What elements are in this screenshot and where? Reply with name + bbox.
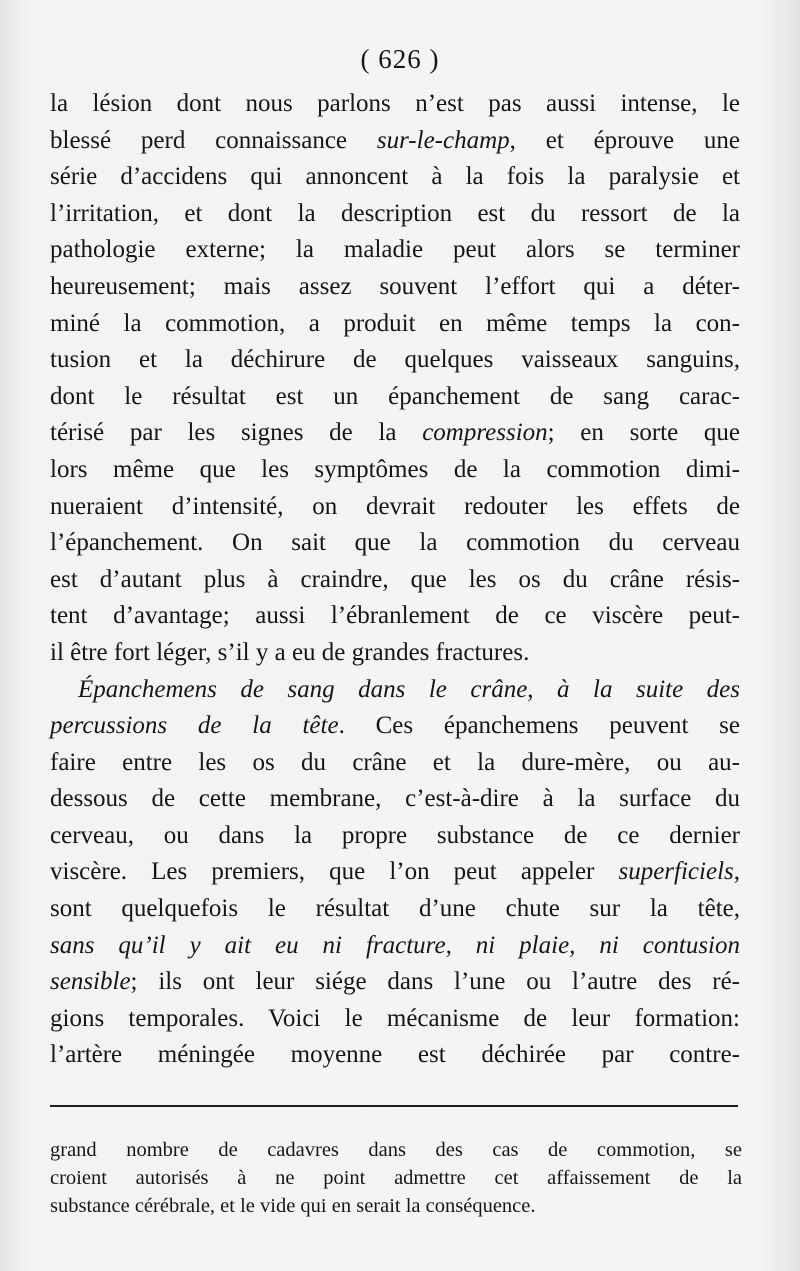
italic-text: sans qu’il y ait eu ni fracture, ni plaie, ni contusion [50,931,740,959]
text-run: cerveau, ou dans la propre substance de ce dernier [50,821,740,849]
text-run: sont quelquefois le résultat d’une chute sur la tête, [50,895,740,923]
text-run: ; en sorte que [547,419,741,447]
text-run: heureusement; mais assez souvent l’effort qui a déter- [50,272,740,300]
text-run: est d’autant plus à craindre, que les os du crâne résis- [50,565,740,593]
text-line [50,1037,740,1074]
italic-text: sur-le-champ [376,126,510,154]
text-run: miné la commotion, a produit en même temps la con- [50,309,740,337]
text-line [50,598,740,635]
text-run: nueraient d’intensité, on devrait redouter les effets de [50,492,740,520]
text-run: , et éprouve une [509,126,740,154]
text-line [50,123,740,160]
text-line [50,269,740,306]
text-line [50,306,740,343]
text-run: , [733,858,740,886]
text-line [50,964,740,1001]
text-line [50,781,740,818]
text-run: pathologie externe; la maladie peut alors se terminer [50,236,740,264]
text-line [50,562,740,599]
text-run: l’irritation, et dont la description est du ressort de la [50,199,740,227]
text-run: l’épanchement. On sait que la commotion du cerveau [50,529,740,557]
text-line [50,489,740,526]
italic-text: Épanchemens de sang dans le crâne [78,675,528,703]
text-line [50,379,740,416]
text-run: viscère. Les premiers, que l’on peut appeler [50,858,619,886]
text-run: l’artère méningée moyenne est déchirée par contre- [50,1041,740,1069]
footnote-line: croient autorisés à ne point admettre cet affaissement de la [50,1167,742,1189]
footnote [50,1136,742,1220]
text-line [50,415,740,452]
text-line [50,708,740,745]
text-line [50,452,740,489]
italic-text: superficiels [618,858,734,886]
text-line [50,525,740,562]
text-line [50,159,740,196]
text-line [50,745,740,782]
text-run: , [527,675,558,703]
text-run: térisé par les signes de la [50,419,423,447]
text-line [50,928,740,965]
text-run: série d’accidens qui annoncent à la fois la paralysie et [50,163,740,191]
text-run: gions temporales. Voici le mécanisme de leur formation: [50,1004,740,1032]
text-line [50,635,740,672]
italic-text: à la suite des [557,675,740,703]
text-run: . Ces épanchemens peuvent se [338,712,740,740]
italic-text: sensible [50,968,131,996]
text-run: tent d’avantage; aussi l’ébranlement de ce viscère peut- [50,602,740,630]
text-run: dont le résultat est un épanchement de sang carac- [50,382,740,410]
text-run: lors même que les symptômes de la commotion dimi- [50,455,740,483]
text-line [50,854,740,891]
text-line [50,196,740,233]
italic-text: compression [422,419,548,447]
text-run: dessous de cette membrane, c’est-à-dire à la surface du [50,785,740,813]
text-run: il être fort léger, s’il y a eu de grandes fractures. [50,638,530,666]
text-run: ; ils ont leur siége dans l’une ou l’autre des ré- [130,968,740,996]
text-run: blessé perd connaissance [50,126,377,154]
text-line [50,1001,740,1038]
text-run: faire entre les os du crâne et la dure-mère, ou au- [50,748,740,776]
text-line [50,232,740,269]
footnote-line: substance cérébrale, et le vide qui en serait la conséquence. [50,1195,536,1217]
text-line [50,891,740,928]
page-number: ( 626 ) [360,44,440,74]
footnote-line: grand nombre de cadavres dans des cas de commotion, se [50,1139,742,1161]
italic-text: percussions de la tête [50,712,339,740]
footnote-separator [50,1105,738,1107]
body-text [50,86,740,1074]
text-line [50,672,740,709]
text-run: la lésion dont nous parlons n’est pas aussi intense, le [50,90,740,117]
text-line [50,86,740,123]
text-run: tusion et la déchirure de quelques vaisseaux sanguins, [50,346,740,374]
text-line [50,818,740,855]
text-line [50,342,740,379]
